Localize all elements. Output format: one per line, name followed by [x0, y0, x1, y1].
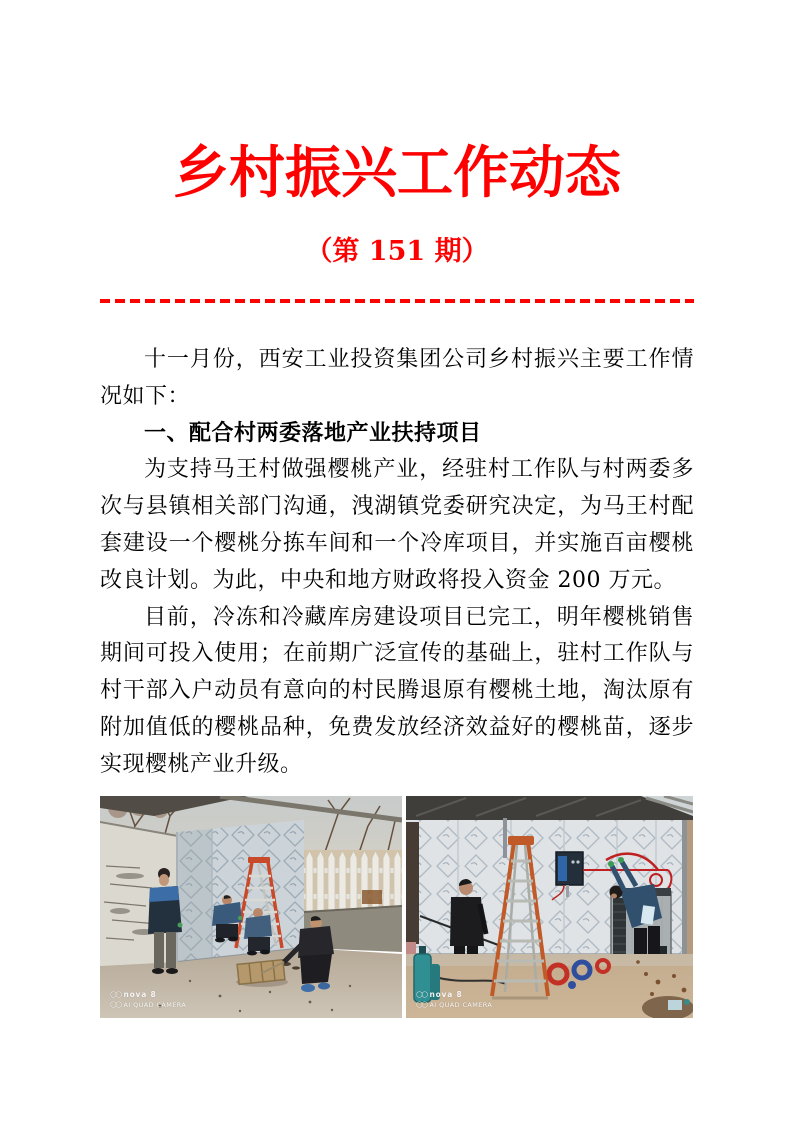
nova-logo-icon: ◯◯ [416, 991, 427, 999]
watermark-camera-label: AI QUAD CAMERA [123, 1001, 187, 1010]
issue-number: （第 151 期） [305, 236, 489, 268]
camera-watermark [416, 990, 492, 1010]
nova-logo-icon: ◯◯ [110, 991, 121, 999]
nova-logo-icon: ◯◯ [416, 1001, 427, 1009]
photo-row [100, 796, 694, 1018]
section-1-heading: 一、配合村两委落地产业扶持项目 [144, 420, 482, 446]
photo-cold-storage-construction [100, 796, 402, 1018]
red-dashed-divider [100, 299, 694, 303]
cold-room-panel-wall [178, 820, 304, 962]
watermark-device-name: nova 8 [429, 990, 463, 1000]
watermark-camera-label: AI QUAD CAMERA [429, 1001, 493, 1010]
camera-watermark [110, 990, 186, 1010]
page-title: 乡村振兴工作动态 [173, 140, 621, 206]
photo-refrigeration-install [406, 796, 693, 1018]
cold-storage-construction-illustration [100, 796, 402, 1018]
paragraph-1: 为支持马王村做强樱桃产业，经驻村工作队与村两委多次与县镇相关部门沟通，洩湖镇党委研究决定，为马王村配套建设一个樱桃分拣车间和一个冷库项目，并实施百亩樱桃改良计划。为此，中央和地方财政将投入资金 200 万元。 [100, 457, 694, 593]
refrigeration-install-illustration [406, 796, 693, 1018]
watermark-device-name: nova 8 [123, 990, 157, 1000]
paragraph-2: 目前，冷冻和冷藏库房建设项目已完工，明年樱桃销售期间可投入使用；在前期广泛宣传的基础上，驻村工作队与村干部入户动员有意向的村民腾退原有樱桃土地，淘汰原有附加值低的樱桃品种，免费发放经济效益好的樱桃苗，逐步实现樱桃产业升级。 [100, 604, 694, 777]
intro-paragraph: 十一月份，西安工业投资集团公司乡村振兴主要工作情况如下： [100, 346, 694, 409]
nova-logo-icon: ◯◯ [110, 1001, 121, 1009]
